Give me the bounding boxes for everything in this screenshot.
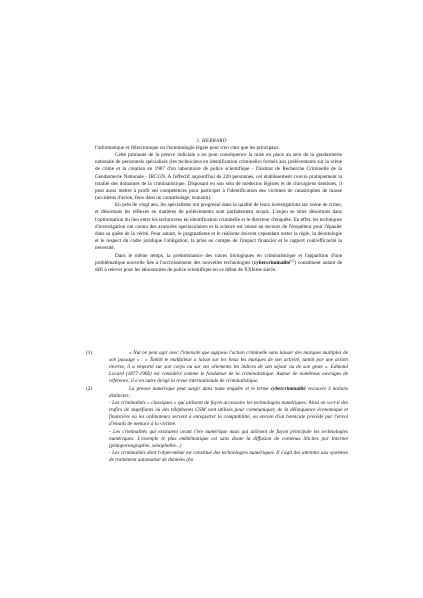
paragraph-3: En près de vingt ans, les spécialistes ont progressé dans la qualité de leurs investigations sur scène de crime, et désormais les réflexes en matières de prélèvements sont parfaitement acquis. L'enjeu se situe désormais dans l'optimisation du lien entre les techniciens en identification criminelle et le directeur d'enquête. En effet, les techniques d'investigation ont connu des avancées spectaculaires et la science est venue au secours de l'enquêteur pour l'épauler dans sa quête de la vérité. Pour autant, le pragmatisme et le réalisme doivent cependant rester la règle, la déontologie et le respect du cadre juridique l'obligation, la prise en compte de l'impact financier et le rapport coût/efficacité la nécessité. — [95, 202, 342, 252]
footnote-2 — [86, 386, 348, 464]
footnote-2-intro — [109, 386, 348, 400]
footnote-1-text: « Nul ne peut agir avec l'intensité que suppose l'action criminelle sans laisser des marques multiples de son passage » : « Tantôt le malfaiteur a laissé sur les lieux les marques de son activité, tantôt par une action inverse, il a emporté sur son corps ou sur ses vêtements les indices de son séjour ou de son geste ». Edmond Locard (1877-1966) est considéré comme le fondateur de la criminalistique. Auteur de nombreux ouvrages de référence, il a en outre dirigé la revue internationale de criminalistique. — [109, 350, 348, 385]
footnote-body — [109, 350, 348, 385]
paragraph-2: Cette primauté de la preuve indiciale a eu pour conséquence la mise en place au sein de la gendarmerie nationale de personnels spécialisés (les techniciens en identification criminelle) formés aux prélèvements sur la scène de crime et la création en 1987 d'un laboratoire de police scientifique - l'Institut de Recherche Criminelle de la Gendarmerie Nationale - IRCGN. A l'effectif aujourd'hui de 220 personnes, cet établissement couvre pratiquement la totalité des domaines de la criminalistique. Disposant en son sein de médecins légistes et de chirurgiens dentistes, il peut aussi mettre à profit ses compétences pour participer à l'identification des victimes de catastrophes de masse (accidents d'avion, feux dans un carambolage, tsunami). — [95, 152, 342, 202]
running-head: J. HEBRARD — [196, 139, 227, 144]
footnote-marker: (1) — [86, 350, 93, 356]
footnotes — [86, 350, 348, 465]
footnote-2-item-2: - Les criminalités qui existaient avant l'ère numérique mais qui utilisent de façon principale les technologies numériques. L'exemple le plus emblématique est sans doute la diffusion de contenus illicites par Internet (pédopornographie, xénophobie...) — [109, 428, 348, 449]
footnote-2-intro-start: La preuve numérique peut surgir dans toute enquête et le terme — [129, 385, 271, 392]
paragraph-4-text-start: Dans le même temps, la prédominance des traces biologiques en criminalistique et l'apparition d'une problématique nouvelle liée à l'accroissement des nouvelles technologies ( — [95, 252, 342, 266]
footnote-2-item-3: - Les criminalités dont l'objet-même est constitué des technologies numériques. Il s'agit des atteintes aux systèmes de traitement automatisé de données (loi — [109, 449, 348, 463]
footnote-marker: (2) — [86, 385, 93, 392]
paragraph-4-text-end: ) constituent autant de défi à relever pour les laboratoires de police scientifique en ce début de XXIème siècle. — [95, 260, 342, 274]
paragraph-1: l'informatique et l'électronique ou l'entomologie légale pour n'en citer que les principaux. — [95, 145, 280, 151]
body-text — [95, 145, 342, 274]
cybercriminalite-term: cybercriminalité — [253, 260, 291, 266]
footnote-reference-2: (2) — [290, 258, 295, 263]
paragraph-4 — [95, 253, 342, 274]
footnote-2-item-1: - Les criminalités « classiques » qui utilisent de façon accessoire les technologies numériques. Ainsi en va-t-il des trafics de stupéfiants où des téléphones GSM sont utilisés pour communiquer, de la délinquance économique et financière où les ordinateurs servent à enregistrer la comptabilité, ou encore d'un homicide précédé par l'envoi d'emails de menace à la victime. — [109, 400, 348, 428]
footnote-1 — [86, 350, 348, 385]
footnote-2-intro-end: recouvre 3 notions distinctes : — [109, 385, 348, 400]
footnote-body — [109, 386, 348, 464]
cybercriminalite-term: cybercriminalité — [270, 385, 306, 392]
